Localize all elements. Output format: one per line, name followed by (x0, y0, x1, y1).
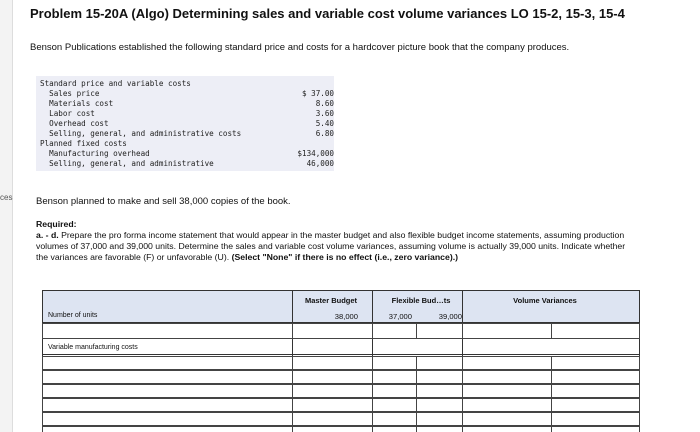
flex1-input[interactable] (372, 356, 417, 370)
side-label: ces (0, 193, 13, 202)
flexible-budgets-header: Flexible Bud…ts (391, 296, 451, 305)
variance-type-select[interactable] (551, 384, 640, 398)
units-master: 38,000 (334, 312, 358, 321)
row-divider (42, 354, 640, 355)
problem-title: Problem 15-20A (Algo) Determining sales and variable cost volume variances LO 15-2, 15-3, 15-4 (30, 6, 625, 21)
line-item-select[interactable] (42, 384, 293, 398)
variance-amount-input[interactable] (462, 384, 552, 398)
standard-costs-box (36, 76, 334, 171)
master-input[interactable] (292, 398, 373, 412)
units-flex-37000: 37,000 (388, 312, 412, 321)
flex2-input[interactable] (416, 323, 463, 339)
std-row: Manufacturing overhead $134,000 (40, 149, 334, 158)
line-item-select[interactable] (42, 412, 293, 426)
left-edge-panel (0, 0, 13, 432)
variance-amount-input[interactable] (462, 323, 552, 339)
variance-amount-input[interactable] (462, 412, 552, 426)
line-item-select[interactable] (42, 426, 293, 432)
flex2-input[interactable] (416, 412, 463, 426)
master-input[interactable] (292, 356, 373, 370)
flex1-input[interactable] (372, 426, 417, 432)
master-input[interactable] (292, 323, 373, 339)
required-section (36, 219, 636, 263)
flex2-input[interactable] (416, 370, 463, 384)
required-body (36, 230, 636, 263)
variance-type-select[interactable] (551, 323, 640, 339)
master-input[interactable] (292, 426, 373, 432)
volume-variances-header: Volume Variances (513, 296, 577, 305)
table-border (42, 290, 640, 291)
master-input[interactable] (292, 384, 373, 398)
budget-table (42, 290, 640, 432)
std-row: Selling, general, and administrative 46,000 (40, 159, 334, 168)
master-input[interactable] (292, 370, 373, 384)
line-item-select[interactable] (42, 323, 293, 339)
std-row: Labor cost 3.60 (40, 109, 334, 118)
line-item-select[interactable] (42, 370, 293, 384)
problem-intro: Benson Publications established the following standard price and costs for a hardcover picture book that the company produces. (30, 42, 570, 53)
flex2-input[interactable] (416, 356, 463, 370)
variance-type-select[interactable] (551, 412, 640, 426)
std-row: Materials cost 8.60 (40, 99, 334, 108)
variable-costs-label: Variable manufacturing costs (48, 344, 138, 351)
flex1-input[interactable] (372, 323, 417, 339)
line-item-select[interactable] (42, 398, 293, 412)
flex2-input[interactable] (416, 384, 463, 398)
required-note: (Select "None" if there is no effect (i.e., zero variance).) (231, 252, 459, 262)
required-parts: a. - d. (36, 230, 59, 240)
units-flex-39000: 39,000 (438, 312, 462, 321)
flex1-input[interactable] (372, 398, 417, 412)
line-item-select[interactable] (42, 356, 293, 370)
std-row: Sales price $ 37.00 (40, 89, 334, 98)
variance-type-select[interactable] (551, 398, 640, 412)
flex2-input[interactable] (416, 426, 463, 432)
variance-type-select[interactable] (551, 370, 640, 384)
required-text: Prepare the pro forma income statement that would appear in the master budget and also flexible budget income statements, assuming production volumes of 37,000 and 39,000 units. Determine the sales and variable cost volume variances, assuming volume is actually 39,000 units. Indicate whether the variances are favorable (F) or unfavorable (U). (36, 230, 626, 262)
plan-text: Benson planned to make and sell 38,000 copies of the book. (36, 196, 291, 207)
std-row: Overhead cost 5.40 (40, 119, 334, 128)
variance-type-select[interactable] (551, 426, 640, 432)
variance-amount-input[interactable] (462, 398, 552, 412)
flex1-input[interactable] (372, 384, 417, 398)
master-budget-header: Master Budget (304, 296, 358, 305)
units-label: Number of units (48, 312, 98, 319)
std-row: Selling, general, and administrative costs 6.80 (40, 129, 334, 138)
variance-amount-input[interactable] (462, 426, 552, 432)
master-input[interactable] (292, 412, 373, 426)
flex2-input[interactable] (416, 398, 463, 412)
variance-amount-input[interactable] (462, 356, 552, 370)
std-row: Standard price and variable costs (40, 79, 191, 88)
flex1-input[interactable] (372, 370, 417, 384)
flex1-input[interactable] (372, 412, 417, 426)
std-row: Planned fixed costs (40, 139, 127, 148)
variance-amount-input[interactable] (462, 370, 552, 384)
required-heading: Required: (36, 219, 77, 229)
variance-type-select[interactable] (551, 356, 640, 370)
